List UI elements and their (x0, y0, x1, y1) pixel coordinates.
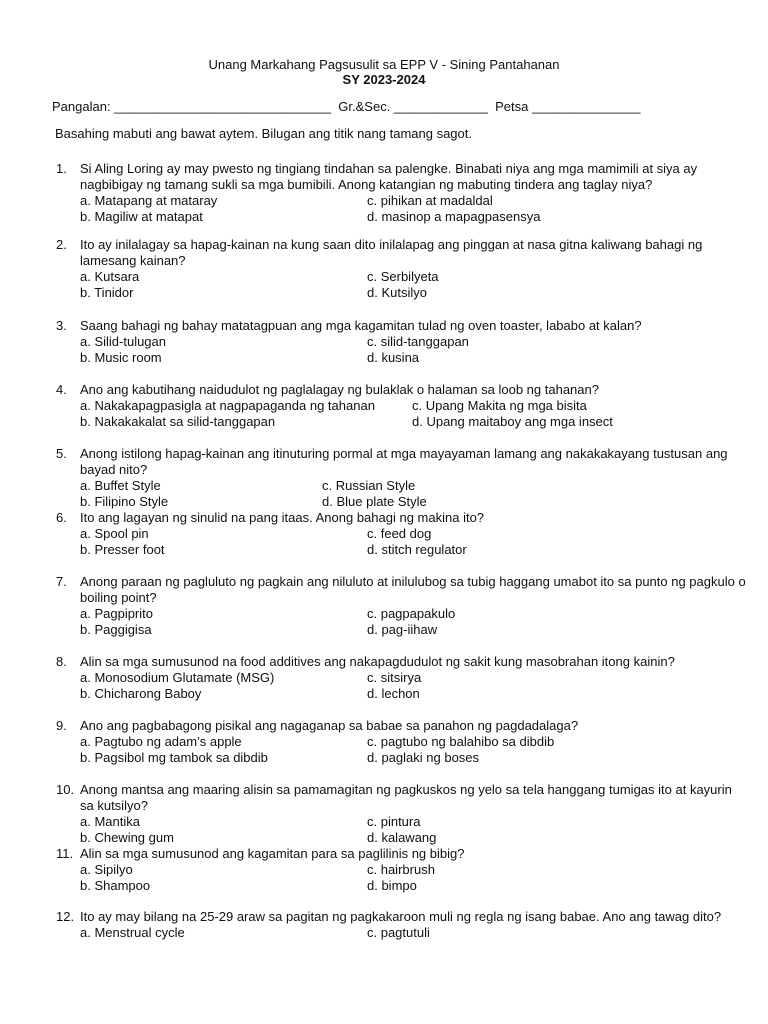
question-number: 10. (56, 782, 75, 797)
question-1 (56, 161, 746, 225)
question-number: 2. (56, 237, 67, 252)
question-3 (56, 318, 746, 366)
option-b: b. Filipino Style (80, 494, 169, 509)
option-c: c. pagtutuli (367, 925, 430, 940)
question-10 (56, 782, 746, 846)
question-text: Anong mantsa ang maaring alisin sa pamamagitan ng pagkuskos ng yelo sa tela hanggang tumigas ito at kayurin sa kutsilyo? (80, 782, 732, 813)
question-text: Anong paraan ng pagluluto ng pagkain ang niluluto at inilulubog sa tubig haggang umabot ito sa punto ng pagkulo o boiling point? (80, 574, 746, 605)
option-a: a. Spool pin (80, 526, 149, 541)
question-2 (56, 237, 746, 301)
option-d: d. Blue plate Style (322, 494, 427, 509)
option-a: a. Matapang at mataray (80, 193, 218, 208)
question-12 (56, 909, 746, 941)
option-d: d. Upang maitaboy ang mga insect (412, 414, 613, 429)
question-number: 4. (56, 382, 67, 397)
question-number: 5. (56, 446, 67, 461)
option-b: b. Chicharong Baboy (80, 686, 202, 701)
option-a: a. Silid-tulugan (80, 334, 166, 349)
option-c: c. sitsirya (367, 670, 422, 685)
question-number: 6. (56, 510, 67, 525)
option-a: a. Monosodium Glutamate (MSG) (80, 670, 275, 685)
question-7 (56, 574, 746, 638)
option-b: b. Shampoo (80, 878, 151, 893)
option-c: c. pagpapakulo (367, 606, 456, 621)
option-d: d. kalawang (367, 830, 437, 845)
question-text: Si Aling Loring ay may pwesto ng tingiang tindahan sa palengke. Binabati niya ang mga mamimili at siya ay nagbibigay ng tamang sukli sa mga bumibili. Anong katangian ng mabuting tindera ang taglay niya? (80, 161, 698, 192)
option-b: b. Music room (80, 350, 162, 365)
question-text: Ano ang kabutihang naidudulot ng paglalagay ng bulaklak o halaman sa loob ng tahanan? (80, 382, 599, 397)
option-d: d. masinop a mapagpasensya (367, 209, 541, 224)
option-d: d. stitch regulator (367, 542, 467, 557)
question-5 (56, 446, 746, 510)
exam-title: Unang Markahang Pagsusulit sa EPP V - Sining Pantahanan (208, 57, 560, 72)
option-c: c. pintura (367, 814, 421, 829)
question-text: Anong istilong hapag-kainan ang itinuturing pormal at mga mayayaman lamang ang nakakakayang tustusan ang bayad nito? (80, 446, 728, 477)
option-b: b. Paggigisa (80, 622, 152, 637)
question-text: Alin sa mga sumusunod ang kagamitan para sa paglilinis ng bibig? (80, 846, 465, 861)
option-a: a. Menstrual cycle (80, 925, 185, 940)
question-text: Alin sa mga sumusunod na food additives ang nakapagdudulot ng sakit kung masobrahan itong kainin? (80, 654, 675, 669)
question-text: Saang bahagi ng bahay matatagpuan ang mga kagamitan tulad ng oven toaster, lababo at kalan? (80, 318, 642, 333)
question-number: 3. (56, 318, 67, 333)
option-c: c. Russian Style (322, 478, 416, 493)
question-4 (56, 382, 746, 430)
option-b: b. Nakakakalat sa silid-tanggapan (80, 414, 276, 429)
question-number: 8. (56, 654, 67, 669)
student-info-line: Pangalan: ______________________________ Gr.&Sec. _____________ Petsa _______________ (52, 99, 641, 114)
question-8 (56, 654, 746, 702)
question-number: 12. (56, 909, 75, 924)
question-text: Ito ang lagayan ng sinulid na pang itaas. Anong bahagi ng makina ito? (80, 510, 485, 525)
question-number: 9. (56, 718, 67, 733)
option-d: d. pag-iihaw (367, 622, 438, 637)
question-number: 11. (56, 846, 74, 861)
option-d: d. paglaki ng boses (367, 750, 480, 765)
option-c: c. silid-tanggapan (367, 334, 469, 349)
option-b: b. Tinidor (80, 285, 134, 300)
instructions: Basahing mabuti ang bawat aytem. Bilugan ang titik nang tamang sagot. (55, 126, 472, 141)
option-a: a. Pagtubo ng adam’s apple (80, 734, 242, 749)
option-a: a. Nakakapagpasigla at nagpapaganda ng tahanan (80, 398, 375, 413)
option-c: c. hairbrush (367, 862, 435, 877)
question-text: Ito ay inilalagay sa hapag-kainan na kung saan dito inilalapag ang pinggan at nasa gitna kaliwang bahagi ng lamesang kainan? (80, 237, 703, 268)
option-a: a. Buffet Style (80, 478, 161, 493)
option-c: c. pagtubo ng balahibo sa dibdib (367, 734, 555, 749)
question-number: 7. (56, 574, 67, 589)
question-6 (56, 510, 746, 558)
option-c: c. feed dog (367, 526, 432, 541)
option-a: a. Mantika (80, 814, 140, 829)
option-a: a. Sipilyo (80, 862, 133, 877)
option-a: a. Kutsara (80, 269, 140, 284)
question-number: 1. (56, 161, 67, 176)
option-b: b. Chewing gum (80, 830, 174, 845)
school-year: SY 2023-2024 (342, 72, 426, 87)
question-11 (56, 846, 746, 894)
option-b: b. Presser foot (80, 542, 165, 557)
option-a: a. Pagpiprito (80, 606, 153, 621)
option-c: c. Serbilyeta (367, 269, 439, 284)
option-d: d. bimpo (367, 878, 417, 893)
question-text: Ano ang pagbabagong pisikal ang nagaganap sa babae sa panahon ng pagdadalaga? (80, 718, 579, 733)
option-b: b. Magiliw at matapat (80, 209, 203, 224)
question-9 (56, 718, 746, 766)
question-text: Ito ay may bilang na 25-29 araw sa pagitan ng pagkakaroon muli ng regla ng isang babae. Ano ang tawag dito? (80, 909, 722, 924)
option-c: c. pihikan at madaldal (367, 193, 493, 208)
option-d: d. Kutsilyo (367, 285, 427, 300)
option-c: c. Upang Makita ng mga bisita (412, 398, 587, 413)
option-d: d. kusina (367, 350, 420, 365)
option-d: d. lechon (367, 686, 420, 701)
option-b: b. Pagsibol mg tambok sa dibdib (80, 750, 268, 765)
